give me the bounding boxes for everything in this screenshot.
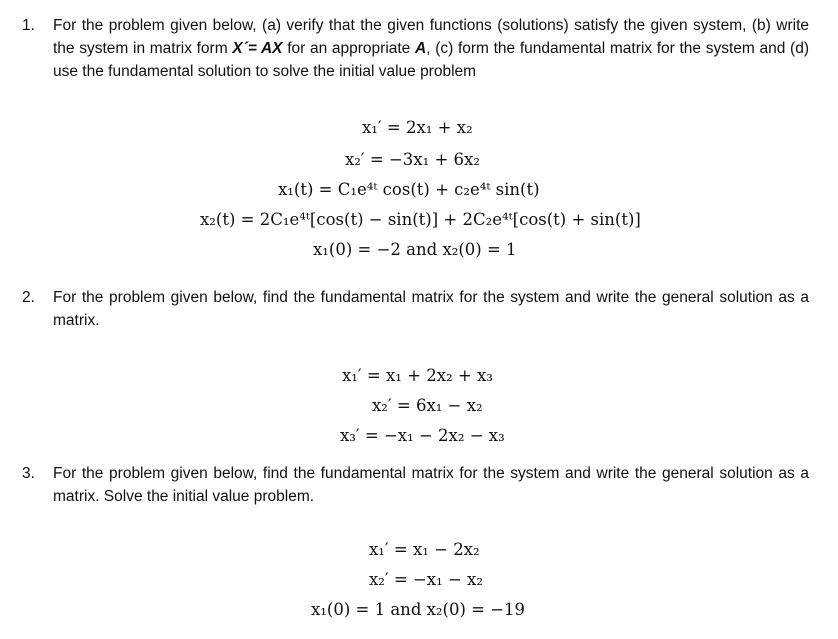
equation: x₁(0) = −2 and x₂(0) = 1 xyxy=(313,240,517,259)
problem-number: 3. xyxy=(22,465,35,482)
equation: x₁(0) = 1 and x₂(0) = −19 xyxy=(311,600,526,619)
problem-number: 2. xyxy=(22,289,35,306)
problem-statement: For the problem given below, find the fundamental matrix for the system and write the general solution as a matrix. Solve the initial value problem. xyxy=(53,465,809,505)
equation: x₁′ = x₁ − 2x₂ xyxy=(369,540,480,559)
equation: x₁′ = x₁ + 2x₂ + x₃ xyxy=(342,366,493,385)
problem-statement xyxy=(53,14,809,83)
statement-part-b: , (c) form the fundamental matrix for the system and (d) use the fundamental solution to solve the initial value problem xyxy=(53,40,809,80)
equation: x₂′ = −3x₁ + 6x₂ xyxy=(345,150,480,169)
equation: x₃′ = −x₁ − 2x₂ − x₃ xyxy=(340,426,505,445)
problem-statement: For the problem given below, find the fundamental matrix for the system and write the general solution as a matrix. xyxy=(53,289,809,329)
matrix-form: X´= AX xyxy=(232,40,283,57)
matrix-a: A xyxy=(415,40,427,57)
problem-number: 1. xyxy=(22,17,35,34)
equation: x₂′ = −x₁ − x₂ xyxy=(369,570,483,589)
equation: x₁′ = 2x₁ + x₂ xyxy=(362,118,473,137)
equation: x₂′ = 6x₁ − x₂ xyxy=(372,396,483,415)
statement-part-a: For the problem given below, (a) verify that the given functions (solutions) satisfy the given system, (b) write the system in matrix form xyxy=(53,17,809,57)
equation: x₂(t) = 2C₁e⁴ᵗ[cos(t) − sin(t)] + 2C₂e⁴ᵗ[cos(t) + sin(t)] xyxy=(200,210,641,229)
equation: x₁(t) = C₁e⁴ᵗ cos(t) + c₂e⁴ᵗ sin(t) xyxy=(278,180,540,199)
statement-part-mid: for an appropriate xyxy=(282,40,415,57)
